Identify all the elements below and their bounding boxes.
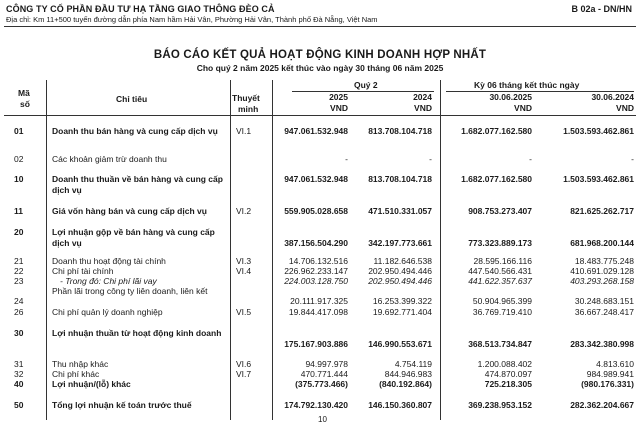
row-value-h2024: 410.691.029.128 (570, 266, 634, 276)
col-q2024-unit: VND (414, 103, 432, 113)
col-h2025-header: 30.06.2025 (489, 92, 532, 102)
period-group-header: Kỳ 06 tháng kết thúc ngày (474, 80, 580, 90)
row-value-q2024: 11.182.646.538 (373, 256, 432, 266)
row-value-h2024: 282.362.204.667 (570, 400, 634, 410)
form-code: B 02a - DN/HN (571, 4, 632, 14)
row-code: 24 (14, 296, 24, 306)
company-address: Địa chỉ: Km 11+500 tuyến đường dẫn phía Nam hầm Hải Vân, Phường Hải Vân, Thành phố Đà Nẵng, Việt Nam (6, 15, 378, 24)
row-value-h2025: 36.769.719.410 (472, 307, 532, 317)
row-value-q2025: 559.905.028.658 (284, 206, 348, 216)
row-code: 32 (14, 369, 24, 379)
row-value-q2025: 14.706.132.516 (288, 256, 348, 266)
row-note: VI.3 (236, 256, 252, 266)
group-column-divider (440, 80, 441, 420)
row-value-q2024: 844.946.983 (384, 369, 432, 379)
row-value-h2024: - (631, 154, 634, 164)
row-value-q2024: 342.197.773.661 (368, 238, 432, 248)
row-value-q2024: - (429, 154, 432, 164)
row-value-q2025: - (345, 154, 348, 164)
row-code: 23 (14, 276, 24, 286)
quarter-group-header: Quý 2 (354, 80, 378, 90)
row-code: 40 (14, 379, 24, 389)
row-value-q2025: 175.167.903.886 (284, 339, 348, 349)
row-value-q2024: 16.253.399.322 (372, 296, 432, 306)
col-code-header-2: số (20, 99, 30, 109)
col-note-header-2: minh (238, 104, 259, 114)
row-value-q2025: 224.003.128.750 (284, 276, 348, 286)
row-code: 01 (14, 126, 24, 136)
col-note-header-1: Thuyết (232, 93, 260, 103)
row-value-h2025: 368.513.734.847 (468, 339, 532, 349)
row-value-q2024: 202.950.494.446 (368, 266, 432, 276)
row-label: Tổng lợi nhuận kế toán trước thuế (52, 400, 192, 410)
row-value-h2025: 441.622.357.637 (468, 276, 532, 286)
row-label: Lợi nhuận thuần từ hoạt động kinh doanh (52, 328, 222, 338)
row-value-q2024: 813.708.104.718 (368, 174, 432, 184)
row-value-h2025: 1.682.077.162.580 (461, 126, 532, 136)
row-value-q2024: 146.150.360.807 (368, 400, 432, 410)
row-label: Phần lãi trong công ty liên doanh, liên kết (52, 286, 208, 296)
note-column-divider (272, 80, 273, 420)
row-value-h2025: 908.753.273.407 (468, 206, 532, 216)
row-label: - Trong đó: Chi phí lãi vay (60, 276, 157, 286)
col-q2025-header: 2025 (329, 92, 348, 102)
row-code: 31 (14, 359, 24, 369)
row-note: VI.4 (236, 266, 252, 276)
row-value-q2025: 387.156.504.290 (284, 238, 348, 248)
row-label: Chi phí quản lý doanh nghiệp (52, 307, 163, 317)
row-value-q2025: (375.773.466) (295, 379, 348, 389)
row-code: 20 (14, 227, 24, 237)
col-q2024-header: 2024 (413, 92, 432, 102)
row-label: Lợi nhuận gộp về bán hàng và cung cấp dịch vụ (52, 227, 215, 248)
row-label: Lợi nhuận/(lỗ) khác (52, 379, 131, 389)
row-note: VI.6 (236, 359, 252, 369)
row-code: 21 (14, 256, 24, 266)
row-code: 10 (14, 174, 24, 184)
row-value-h2024: 18.483.775.248 (574, 256, 634, 266)
col-code-header-1: Mã (18, 88, 30, 98)
row-note: VI.5 (236, 307, 252, 317)
row-label: Chi phí tài chính (52, 266, 114, 276)
row-note: VI.1 (236, 126, 252, 136)
row-value-q2025: 947.061.532.948 (284, 174, 348, 184)
item-column-divider (230, 80, 231, 420)
row-value-q2025: 174.792.130.420 (284, 400, 348, 410)
row-value-h2024: (980.176.331) (581, 379, 634, 389)
row-value-q2025: 20.111.917.325 (290, 296, 348, 306)
row-value-h2025: 1.200.088.402 (477, 359, 532, 369)
table-header-rule (4, 115, 636, 116)
row-value-h2025: 369.238.953.152 (468, 400, 532, 410)
row-value-q2025: 226.962.233.147 (284, 266, 348, 276)
header-divider (4, 26, 636, 27)
row-value-q2024: 471.510.331.057 (368, 206, 432, 216)
row-value-q2024: 146.990.553.671 (368, 339, 432, 349)
page-number: 10 (318, 415, 327, 424)
row-value-q2024: (840.192.864) (379, 379, 432, 389)
row-code: 30 (14, 328, 24, 338)
row-note: VI.2 (236, 206, 252, 216)
row-value-h2025: 773.323.889.173 (468, 238, 532, 248)
row-value-h2024: 36.667.248.417 (574, 307, 634, 317)
row-value-q2025: 19.844.417.098 (288, 307, 348, 317)
report-title: BÁO CÁO KẾT QUẢ HOẠT ĐỘNG KINH DOANH HỢP NHẤT (153, 49, 487, 61)
row-value-h2025: 474.870.097 (484, 369, 532, 379)
row-value-q2025: 947.061.532.948 (284, 126, 348, 136)
code-column-divider (46, 80, 47, 420)
row-code: 50 (14, 400, 24, 410)
col-h2024-header: 30.06.2024 (591, 92, 634, 102)
row-value-h2024: 984.989.941 (586, 369, 634, 379)
row-value-h2024: 1.503.593.462.861 (563, 126, 634, 136)
row-value-h2024: 681.968.200.144 (570, 238, 634, 248)
row-value-h2025: 1.682.077.162.580 (461, 174, 532, 184)
row-code: 22 (14, 266, 24, 276)
row-value-h2024: 283.342.380.998 (570, 339, 634, 349)
row-note: VI.7 (236, 369, 252, 379)
row-value-q2024: 813.708.104.718 (368, 126, 432, 136)
row-value-h2024: 4.813.610 (596, 359, 634, 369)
row-value-q2025: 94.997.978 (305, 359, 348, 369)
col-item-header: Chỉ tiêu (116, 94, 148, 104)
row-label: Doanh thu hoạt động tài chính (52, 256, 166, 266)
row-value-q2024: 202.950.494.446 (368, 276, 432, 286)
row-label: Giá vốn hàng bán và cung cấp dịch vụ (52, 206, 207, 216)
col-q2025-unit: VND (330, 103, 348, 113)
row-value-h2024: 1.503.593.462.861 (563, 174, 634, 184)
row-value-q2025: 470.771.444 (300, 369, 348, 379)
row-label: Các khoản giảm trừ doanh thu (52, 154, 167, 164)
company-name: CÔNG TY CỔ PHẦN ĐẦU TƯ HẠ TẦNG GIAO THÔNG ĐÈO CẢ (6, 4, 275, 14)
row-value-h2024: 30.248.683.151 (574, 296, 634, 306)
col-h2025-unit: VND (514, 103, 532, 113)
row-value-h2025: 50.904.965.399 (472, 296, 532, 306)
row-code: 02 (14, 154, 24, 164)
row-code: 26 (14, 307, 24, 317)
row-label: Doanh thu bán hàng và cung cấp dịch vụ (52, 126, 218, 136)
col-h2024-unit: VND (616, 103, 634, 113)
row-code: 11 (14, 206, 23, 216)
row-value-h2025: 447.540.566.431 (468, 266, 532, 276)
row-value-h2024: 403.293.268.158 (570, 276, 634, 286)
row-label: Chi phí khác (52, 369, 100, 379)
row-value-q2024: 19.692.771.404 (372, 307, 432, 317)
row-label: Doanh thu thuần về bán hàng và cung cấp dịch vụ (52, 174, 223, 195)
row-label: Thu nhập khác (52, 359, 109, 369)
report-subtitle: Cho quý 2 năm 2025 kết thúc vào ngày 30 tháng 06 năm 2025 (196, 63, 444, 73)
row-value-h2024: 821.625.262.717 (570, 206, 634, 216)
row-value-h2025: 28.595.166.116 (473, 256, 532, 266)
row-value-h2025: - (529, 154, 532, 164)
row-value-q2024: 4.754.119 (394, 359, 432, 369)
row-value-h2025: 725.218.305 (484, 379, 532, 389)
